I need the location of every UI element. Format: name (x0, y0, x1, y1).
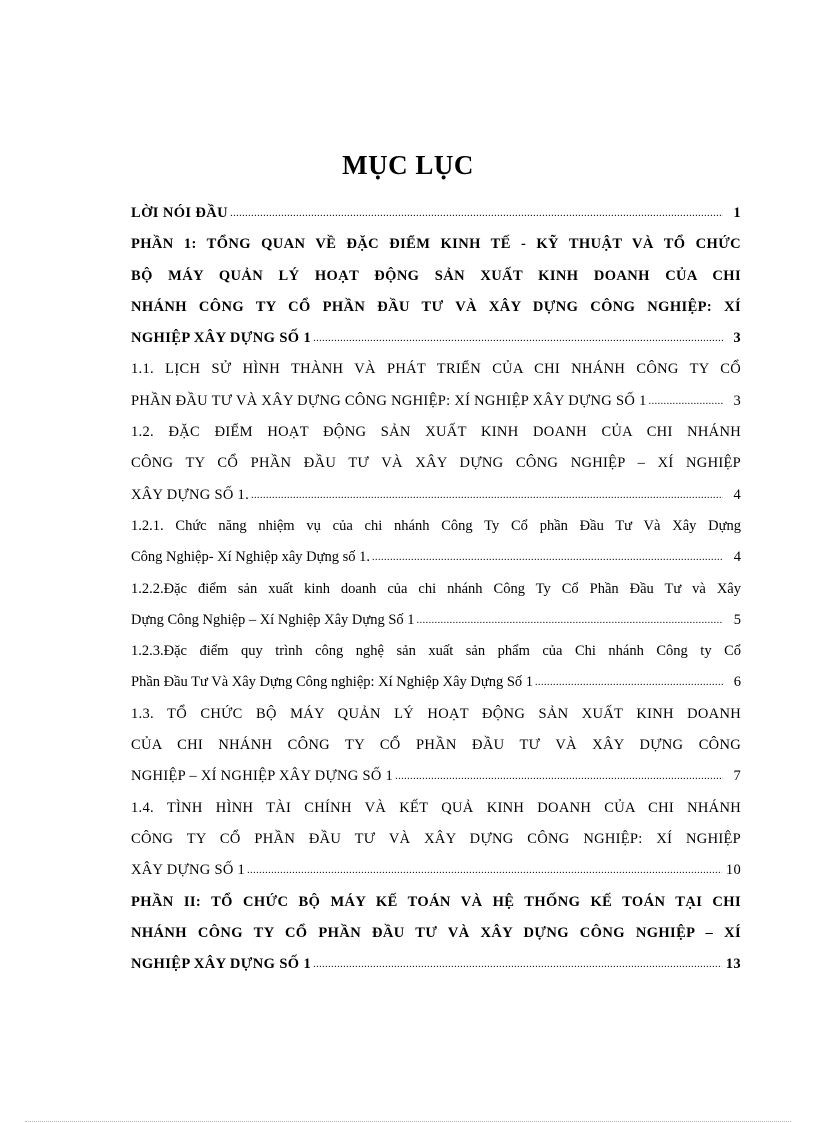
toc-entry-text: CỦA CHI NHÁNH CÔNG TY CỔ PHẦN ĐẦU TƯ VÀ XÂY DỰNG CÔNG (131, 737, 741, 754)
toc-entry-text: PHẦN 1: TỔNG QUAN VỀ ĐẶC ĐIỂM KINH TẾ - KỸ THUẬT VÀ TỔ CHỨC (131, 236, 741, 253)
dot-leader (313, 323, 723, 354)
toc-entry[interactable] (131, 417, 741, 511)
toc-page-number: 5 (733, 611, 741, 628)
toc-entry-text: XÂY DỰNG SỐ 1. (131, 486, 250, 503)
toc-page-number: 4 (733, 549, 741, 566)
toc-entry-text: 1.1. LỊCH SỬ HÌNH THÀNH VÀ PHÁT TRIỂN CỦA CHI NHÁNH CÔNG TY CỔ (131, 361, 741, 378)
toc-entry-text: NGHIỆP XÂY DỰNG SỐ 1 (131, 330, 312, 347)
toc-page-number: 7 (733, 768, 741, 785)
toc-entry-text: PHẦN ĐẦU TƯ VÀ XÂY DỰNG CÔNG NGHIỆP: XÍ NGHIỆP XÂY DỰNG SỐ 1 (131, 392, 647, 409)
toc-entry-text: Phần Đầu Tư Và Xây Dựng Công nghiệp: Xí Nghiệp Xây Dựng Số 1 (131, 674, 534, 691)
toc-entry-text: 1.2.1. Chức năng nhiệm vụ của chi nhánh Công Ty Cổ phần Đầu Tư Và Xây Dựng (131, 517, 741, 534)
dot-leader (230, 198, 723, 229)
toc-entry[interactable] (131, 198, 741, 229)
toc-entry-text: XÂY DỰNG SỐ 1 (131, 862, 246, 879)
toc-entry-text: Dựng Công Nghiệp – Xí Nghiệp Xây Dựng Số 1 (131, 611, 415, 628)
toc-entry[interactable] (131, 699, 741, 793)
toc-page-number: 1 (733, 205, 741, 221)
toc-entry-text: 1.3. TỔ CHỨC BỘ MÁY QUẢN LÝ HOẠT ĐỘNG SẢN XUẤT KINH DOANH (131, 705, 741, 722)
toc-entry-text: PHẦN II: TỔ CHỨC BỘ MÁY KẾ TOÁN VÀ HỆ THỐNG KẾ TOÁN TẠI CHI (131, 893, 741, 910)
page-bottom-divider (25, 1121, 791, 1122)
toc-entry-text: 1.2.3.Đặc điểm quy trình công nghệ sản xuất sản phẩm của Chi nhánh Công ty Cổ (131, 643, 741, 660)
toc-entry-text: 1.2.2.Đặc điểm sản xuất kinh doanh của chi nhánh Công Ty Cổ Phần Đầu Tư và Xây (131, 580, 741, 597)
dot-leader (372, 542, 723, 573)
dot-leader (313, 949, 722, 980)
dot-leader (417, 605, 723, 636)
toc-entry-text: BỘ MÁY QUẢN LÝ HOẠT ĐỘNG SẢN XUẤT KINH DOANH CỦA CHI (131, 267, 741, 284)
toc-entry[interactable] (131, 574, 741, 637)
toc-entry-text: CÔNG TY CỔ PHẦN ĐẦU TƯ VÀ XÂY DỰNG CÔNG NGHIỆP: XÍ NGHIỆP (131, 830, 741, 847)
toc-page-number: 3 (733, 392, 741, 409)
dot-leader (247, 855, 722, 886)
toc-entry-text: 1.4. TÌNH HÌNH TÀI CHÍNH VÀ KẾT QUẢ KINH DOANH CỦA CHI NHÁNH (131, 799, 741, 816)
toc-page-number: 10 (725, 862, 741, 879)
toc-entry[interactable] (131, 793, 741, 887)
toc-page-number: 4 (733, 486, 741, 503)
dot-leader (649, 386, 723, 417)
toc-entry-text: CÔNG TY CỔ PHẦN ĐẦU TƯ VÀ XÂY DỰNG CÔNG NGHIỆP – XÍ NGHIỆP (131, 455, 741, 472)
dot-leader (535, 667, 723, 698)
toc-entry-text: NHÁNH CÔNG TY CỔ PHẦN ĐẦU TƯ VÀ XÂY DỰNG CÔNG NGHIỆP: XÍ (131, 298, 741, 315)
toc-entry[interactable] (131, 887, 741, 981)
toc-entry[interactable] (131, 354, 741, 417)
toc-entry-text: NGHIỆP XÂY DỰNG SỐ 1 (131, 956, 312, 973)
toc-entry-text: Công Nghiệp- Xí Nghiệp xây Dựng số 1. (131, 549, 371, 566)
dot-leader (395, 761, 723, 792)
toc-entry[interactable] (131, 636, 741, 699)
toc-entry[interactable] (131, 229, 741, 354)
toc-entry-text: NHÁNH CÔNG TY CỔ PHẦN ĐẦU TƯ VÀ XÂY DỰNG CÔNG NGHIỆP – XÍ (131, 924, 741, 941)
toc-page-number: 3 (733, 330, 741, 347)
toc-entry-text: LỜI NÓI ĐẦU (131, 205, 229, 221)
toc-entry-text: NGHIỆP – XÍ NGHIỆP XÂY DỰNG SỐ 1 (131, 768, 394, 785)
toc-entry[interactable] (131, 511, 741, 574)
toc-page-number: 6 (733, 674, 741, 691)
table-of-contents (131, 198, 741, 980)
toc-page-number: 13 (725, 956, 741, 973)
dot-leader (251, 480, 723, 511)
page-title: MỤC LỤC (342, 150, 474, 180)
toc-entry-text: 1.2. ĐẶC ĐIỂM HOẠT ĐỘNG SẢN XUẤT KINH DOANH CỦA CHI NHÁNH (131, 424, 741, 441)
